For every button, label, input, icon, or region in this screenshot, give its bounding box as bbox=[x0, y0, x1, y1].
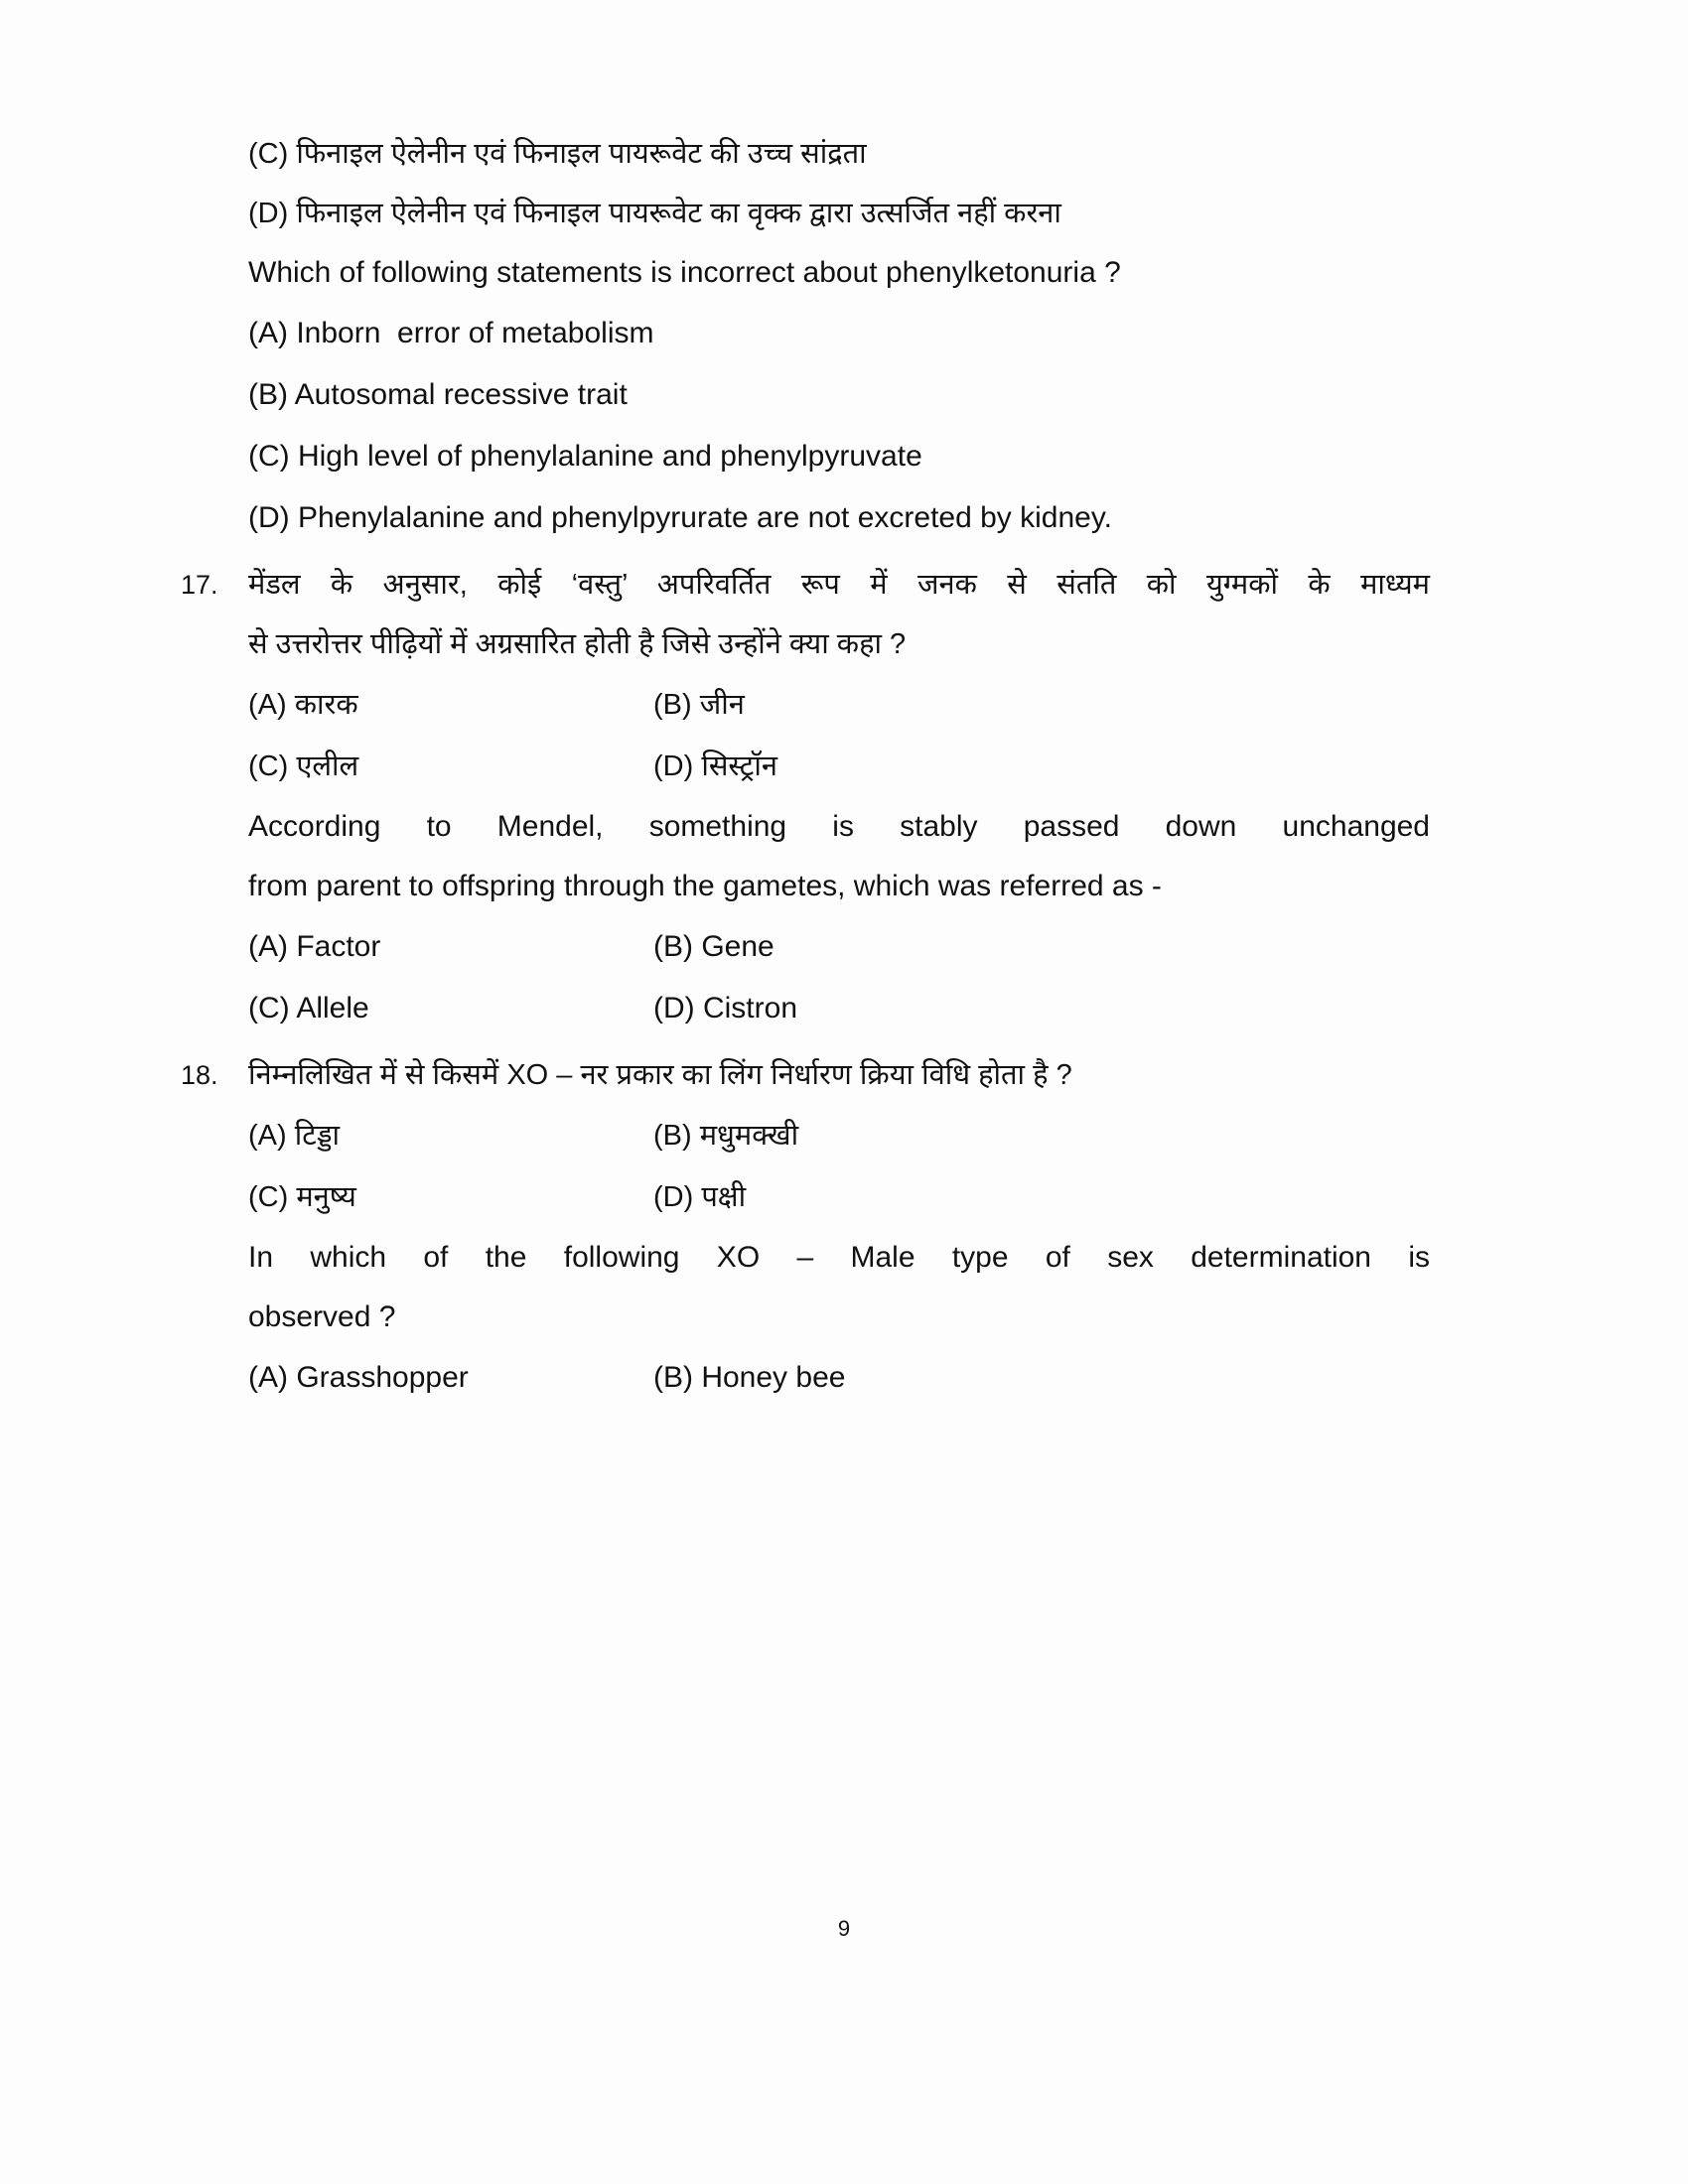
q17-english-option-d: (D) Cistron bbox=[653, 992, 798, 1024]
q18-hindi-options-row-2 bbox=[248, 1166, 1430, 1228]
question-17 bbox=[181, 555, 1430, 1039]
q18-hindi-option-a: (A) टिड्डा bbox=[248, 1120, 341, 1152]
q18-hindi-option-d: (D) पक्षी bbox=[653, 1181, 747, 1213]
q16-english-stem: Which of following statements is incorrect about phenylketonuria ? bbox=[248, 256, 1121, 289]
q18-hindi-option-c: (C) मनुष्य bbox=[248, 1181, 356, 1213]
q18-english-stem-line-1: In which of the following XO – Male type of sex determination is bbox=[248, 1241, 1430, 1274]
q17-english-option-c: (C) Allele bbox=[248, 992, 369, 1024]
q18-english-options-row-1 bbox=[248, 1347, 1430, 1409]
q17-hindi-stem-line-1: मेंडल के अनुसार, कोई ‘वस्तु’ अपरिवर्तित रूप में जनक से संतति को युग्मकों के माध्यम bbox=[248, 569, 1430, 601]
q17-english-option-b: (B) Gene bbox=[653, 930, 774, 963]
question-17-body bbox=[248, 555, 1430, 1039]
q17-english-options-row-1 bbox=[248, 916, 1430, 978]
q18-english-stem-line-2: observed ? bbox=[248, 1300, 396, 1333]
q17-english-stem-line-2: from parent to offspring through the gametes, which was referred as - bbox=[248, 870, 1162, 902]
question-16-continuation bbox=[248, 124, 1430, 549]
q17-english-option-a: (A) Factor bbox=[248, 930, 381, 963]
q18-hindi-option-b: (B) मधुमक्खी bbox=[653, 1120, 799, 1152]
q16-english-option-c: (C) High level of phenylalanine and phenylpyruvate bbox=[248, 440, 922, 473]
page-content bbox=[181, 124, 1430, 1409]
q16-english-option-b: (B) Autosomal recessive trait bbox=[248, 378, 628, 411]
question-18-body bbox=[248, 1045, 1430, 1409]
q17-hindi-option-a: (A) कारक bbox=[248, 689, 358, 721]
q17-hindi-option-b: (B) जीन bbox=[653, 689, 745, 721]
q16-english-option-a: (A) Inborn error of metabolism bbox=[248, 317, 654, 349]
question-17-number: 17. bbox=[181, 570, 218, 600]
q17-hindi-stem-line-2: से उत्तरोत्तर पीढ़ियों में अग्रसारित होती है जिसे उन्होंने क्या कहा ? bbox=[248, 628, 907, 660]
q16-hindi-option-d: (D) फिनाइल ऐलेनीन एवं फिनाइल पायरूवेट का वृक्क द्वारा उत्सर्जित नहीं करना bbox=[248, 198, 1061, 229]
q16-hindi-option-c: (C) फिनाइल ऐलेनीन एवं फिनाइल पायरूवेट की उच्च सांद्रता bbox=[248, 138, 867, 170]
question-18-number: 18. bbox=[181, 1060, 218, 1090]
q18-hindi-options-row-1 bbox=[248, 1105, 1430, 1166]
q16-english-option-d: (D) Phenylalanine and phenylpyrurate are not excreted by kidney. bbox=[248, 501, 1112, 534]
q18-hindi-stem: निम्नलिखित में से किसमें XO – नर प्रकार का लिंग निर्धारण क्रिया विधि होता है ? bbox=[248, 1059, 1072, 1091]
page-number: 9 bbox=[837, 1916, 851, 1941]
q17-english-stem-line-1: According to Mendel, something is stably passed down unchanged bbox=[248, 810, 1430, 843]
question-18 bbox=[181, 1045, 1430, 1409]
q17-hindi-options-row-2 bbox=[248, 736, 1430, 797]
q18-english-option-b: (B) Honey bee bbox=[653, 1361, 846, 1394]
q17-hindi-options-row-1 bbox=[248, 674, 1430, 736]
q17-hindi-option-c: (C) एलील bbox=[248, 751, 359, 782]
q17-english-options-row-2 bbox=[248, 978, 1430, 1039]
q17-hindi-option-d: (D) सिस्ट्रॉन bbox=[653, 751, 777, 782]
q18-english-option-a: (A) Grasshopper bbox=[248, 1361, 469, 1394]
